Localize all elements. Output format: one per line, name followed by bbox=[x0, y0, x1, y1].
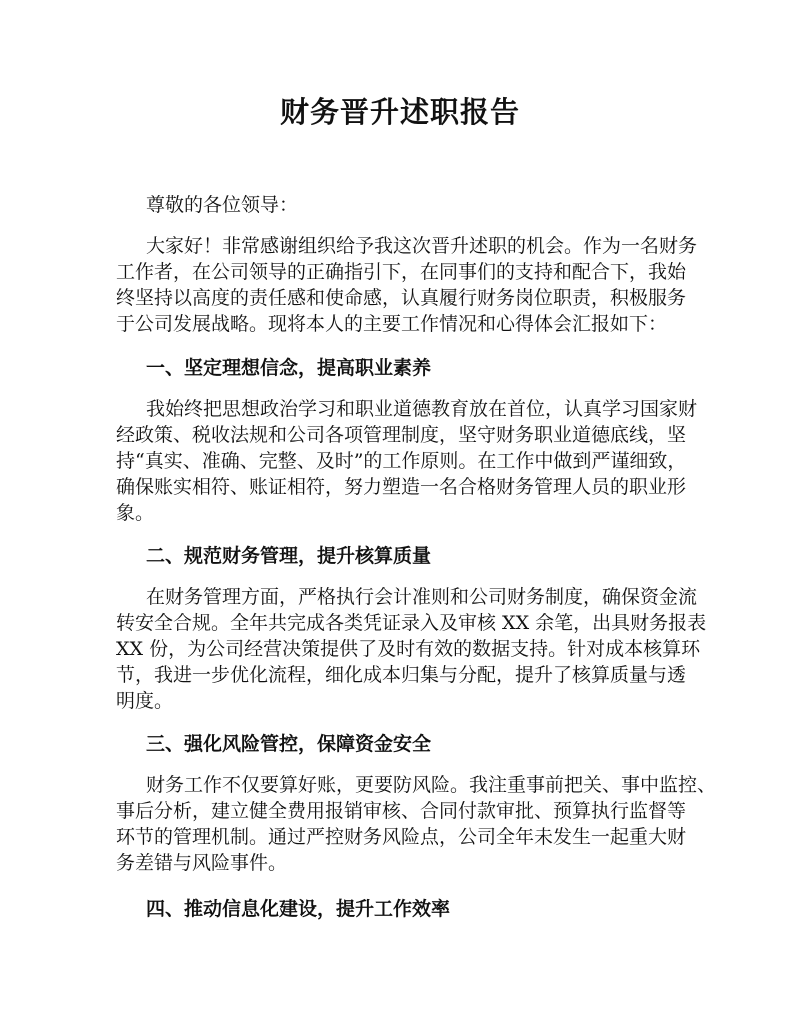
paragraph-line: XX 份，为公司经营决策提供了及时有效的数据支持。针对成本核算环 bbox=[116, 638, 701, 660]
intro-line: 终坚持以高度的责任感和使命感，认真履行财务岗位职责，积极服务 bbox=[116, 287, 687, 309]
intro-line: 工作者，在公司领导的正确指引下，在同事们的支持和配合下，我始 bbox=[116, 261, 687, 283]
paragraph-line: 环节的管理机制。通过严控财务风险点，公司全年未发生一起重大财 bbox=[116, 826, 687, 848]
paragraph-line: 节，我进一步优化流程，细化成本归集与分配，提升了核算质量与透 bbox=[116, 664, 687, 686]
paragraph-line: 经政策、税收法规和公司各项管理制度，坚守财务职业道德底线，坚 bbox=[116, 424, 687, 446]
section-heading: 四、推动信息化建设，提升工作效率 bbox=[146, 898, 451, 920]
paragraph-line: 在财务管理方面，严格执行会计准则和公司财务制度，确保资金流 bbox=[146, 586, 698, 608]
paragraph-line: 象。 bbox=[116, 502, 155, 524]
salutation: 尊敬的各位领导： bbox=[146, 194, 299, 216]
page-title: 财务晋升述职报告 bbox=[279, 95, 520, 129]
paragraph-line: 事后分析，建立健全费用报销审核、合同付款审批、预算执行监督等 bbox=[116, 800, 687, 822]
paragraph-line: 转安全合规。全年共完成各类凭证录入及审核 XX 余笔，出具财务报表 bbox=[116, 612, 707, 634]
section-heading: 一、坚定理想信念，提高职业素养 bbox=[146, 357, 432, 379]
paragraph-line: 我始终把思想政治学习和职业道德教育放在首位，认真学习国家财 bbox=[146, 398, 698, 420]
paragraph-line: 持“真实、准确、完整、及时”的工作原则。在工作中做到严谨细致， bbox=[116, 450, 687, 472]
paragraph-line: 确保账实相符、账证相符，努力塑造一名合格财务管理人员的职业形 bbox=[116, 476, 687, 498]
paragraph-line: 财务工作不仅要算好账，更要防风险。我注重事前把关、事中监控、 bbox=[146, 774, 717, 796]
intro-line: 于公司发展战略。现将本人的主要工作情况和心得体会汇报如下： bbox=[116, 313, 668, 335]
section-heading: 二、规范财务管理，提升核算质量 bbox=[146, 545, 432, 567]
intro-line: 大家好！非常感谢组织给予我这次晋升述职的机会。作为一名财务 bbox=[146, 235, 698, 257]
paragraph-line: 务差错与风险事件。 bbox=[116, 852, 288, 874]
paragraph-line: 明度。 bbox=[116, 690, 174, 712]
section-heading: 三、强化风险管控，保障资金安全 bbox=[146, 733, 432, 755]
